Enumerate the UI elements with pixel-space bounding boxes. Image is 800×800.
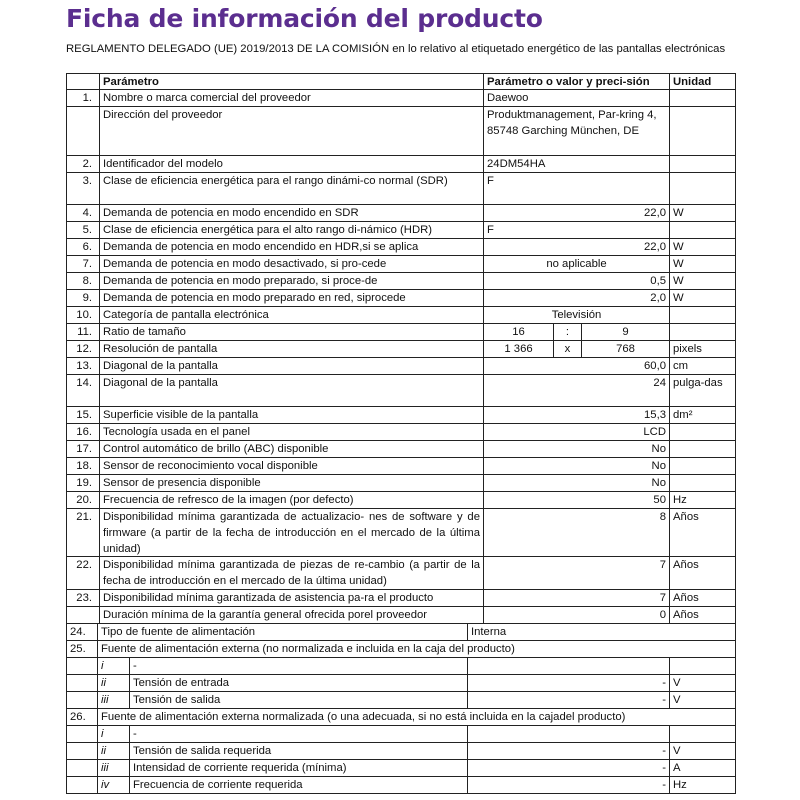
roman-numeral: iv: [98, 777, 130, 794]
row-value: 8: [484, 509, 670, 557]
row-number: 19.: [66, 475, 100, 492]
row-parameter-label: Sensor de reconocimiento vocal disponible: [100, 458, 484, 475]
sub-unit: [670, 726, 736, 743]
row-unit: W: [670, 290, 736, 307]
row-parameter-label: Duración mínima de la garantía general ofrecida porel proveedor: [100, 607, 484, 624]
row-number: [66, 607, 100, 624]
row-value: 7: [484, 557, 670, 590]
row-unit: [670, 458, 736, 475]
row-number: 20.: [66, 492, 100, 509]
row-number: 22.: [66, 557, 100, 590]
sub-parameter-label: -: [130, 658, 468, 675]
row-value: Daewoo: [484, 90, 670, 107]
roman-numeral: ii: [98, 743, 130, 760]
row-unit: [670, 441, 736, 458]
row-parameter-label: Sensor de presencia disponible: [100, 475, 484, 492]
row-number: 7.: [66, 256, 100, 273]
header-number-cell: [66, 73, 100, 90]
row-number: 11.: [66, 324, 100, 341]
value-part-b: 768: [582, 341, 670, 358]
row-unit: Hz: [670, 492, 736, 509]
sub-value: [468, 658, 670, 675]
row-number: 23.: [66, 590, 100, 607]
row-number: [66, 743, 98, 760]
row-number: 12.: [66, 341, 100, 358]
row-value: F: [484, 173, 670, 205]
row-value: No: [484, 475, 670, 492]
value-separator: :: [554, 324, 582, 341]
sub-parameter-label: -: [130, 726, 468, 743]
row-parameter-label: Diagonal de la pantalla: [100, 358, 484, 375]
row-unit: W: [670, 205, 736, 222]
row-number: [66, 726, 98, 743]
row-value: 15,3: [484, 407, 670, 424]
row-number: 16.: [66, 424, 100, 441]
row-unit: [670, 173, 736, 205]
row-unit: Años: [670, 557, 736, 590]
row-number: [66, 675, 98, 692]
row-number: 13.: [66, 358, 100, 375]
row-number: 25.: [66, 641, 98, 658]
row-parameter-label: Demanda de potencia en modo encendido en HDR,si se aplica: [100, 239, 484, 256]
section-label: Fuente de alimentación externa (no normalizada e incluida en la caja del producto): [98, 641, 736, 658]
row-unit: Años: [670, 590, 736, 607]
row-value: No: [484, 458, 670, 475]
sub-parameter-label: Tensión de salida: [130, 692, 468, 709]
page-title: Ficha de información del producto: [66, 4, 543, 33]
row-value: 7: [484, 590, 670, 607]
sub-unit: V: [670, 675, 736, 692]
sub-unit: V: [670, 692, 736, 709]
row-parameter-label: Demanda de potencia en modo encendido en SDR: [100, 205, 484, 222]
roman-numeral: i: [98, 658, 130, 675]
row-number: 3.: [66, 173, 100, 205]
row-number: 21.: [66, 509, 100, 557]
row-value: No: [484, 441, 670, 458]
row-value: 24: [484, 375, 670, 407]
row-parameter-label: Resolución de pantalla: [100, 341, 484, 358]
sub-parameter-label: Intensidad de corriente requerida (mínima): [130, 760, 468, 777]
header-parameter: Parámetro: [100, 73, 484, 90]
regulation-text: REGLAMENTO DELEGADO (UE) 2019/2013 DE LA COMISIÓN en lo relativo al etiquetado energético de las pantallas electrónicas: [66, 43, 726, 55]
row-parameter-label: Clase de eficiencia energética para el rango dinámi-co normal (SDR): [100, 173, 484, 205]
row-parameter-label: Categoría de pantalla electrónica: [100, 307, 484, 324]
row-value: 24DM54HA: [484, 156, 670, 173]
row-unit: [670, 324, 736, 341]
value-separator: x: [554, 341, 582, 358]
row-number: 26.: [66, 709, 98, 726]
row-number: 5.: [66, 222, 100, 239]
row-parameter-label: Disponibilidad mínima garantizada de actualizacio- nes de software y de firmware (a partir de la fecha de introducción en el mercado de la última unidad): [100, 509, 484, 557]
row-number: [66, 658, 98, 675]
row-unit: dm²: [670, 407, 736, 424]
row-parameter-label: Ratio de tamaño: [100, 324, 484, 341]
row-parameter-label: Diagonal de la pantalla: [100, 375, 484, 407]
row-parameter-label: Clase de eficiencia energética para el alto rango di-námico (HDR): [100, 222, 484, 239]
row-value: 60,0: [484, 358, 670, 375]
row-parameter-label: Demanda de potencia en modo preparado en red, siprocede: [100, 290, 484, 307]
row-parameter-label: Frecuencia de refresco de la imagen (por defecto): [100, 492, 484, 509]
row-number: [66, 777, 98, 794]
row-unit: Años: [670, 607, 736, 624]
value-part-a: 16: [484, 324, 554, 341]
section-label: Fuente de alimentación externa normalizada (o una adecuada, si no está incluida en la cajadel producto): [98, 709, 736, 726]
roman-numeral: iii: [98, 760, 130, 777]
sub-parameter-label: Frecuencia de corriente requerida: [130, 777, 468, 794]
row-parameter-label: Tecnología usada en el panel: [100, 424, 484, 441]
row-unit: [670, 90, 736, 107]
roman-numeral: iii: [98, 692, 130, 709]
sub-value: -: [468, 692, 670, 709]
product-info-table: [66, 73, 736, 798]
row-value: Produktmanagement, Par-kring 4, 85748 Garching München, DE: [484, 107, 670, 156]
row-parameter-label: Tipo de fuente de alimentación: [98, 624, 468, 641]
row-number: 1.: [66, 90, 100, 107]
row-number: 14.: [66, 375, 100, 407]
row-unit: W: [670, 239, 736, 256]
row-unit: pulga-das: [670, 375, 736, 407]
row-number: 2.: [66, 156, 100, 173]
sub-value: -: [468, 760, 670, 777]
row-unit: [670, 475, 736, 492]
sub-value: -: [468, 777, 670, 794]
row-parameter-label: Identificador del modelo: [100, 156, 484, 173]
sub-unit: V: [670, 743, 736, 760]
row-number: 6.: [66, 239, 100, 256]
row-number: 8.: [66, 273, 100, 290]
row-value: 50: [484, 492, 670, 509]
row-value: Interna: [468, 624, 736, 641]
row-value: LCD: [484, 424, 670, 441]
row-value: no aplicable: [484, 256, 670, 273]
row-value: 0,5: [484, 273, 670, 290]
row-parameter-label: Demanda de potencia en modo desactivado, si pro-cede: [100, 256, 484, 273]
header-unit: Unidad: [670, 73, 736, 90]
sub-value: -: [468, 675, 670, 692]
row-number: [66, 760, 98, 777]
row-parameter-label: Control automático de brillo (ABC) disponible: [100, 441, 484, 458]
row-parameter-label: Disponibilidad mínima garantizada de piezas de re-cambio (a partir de la fecha de introducción en el mercado de la última unidad): [100, 557, 484, 590]
sub-parameter-label: Tensión de entrada: [130, 675, 468, 692]
row-number: 17.: [66, 441, 100, 458]
row-unit: [670, 424, 736, 441]
row-number: 18.: [66, 458, 100, 475]
row-parameter-label: Dirección del proveedor: [100, 107, 484, 156]
row-number: [66, 692, 98, 709]
roman-numeral: ii: [98, 675, 130, 692]
row-number: [66, 107, 100, 156]
row-value: F: [484, 222, 670, 239]
sub-unit: A: [670, 760, 736, 777]
row-parameter-label: Disponibilidad mínima garantizada de asistencia pa-ra el producto: [100, 590, 484, 607]
value-part-b: 9: [582, 324, 670, 341]
row-unit: [670, 107, 736, 156]
row-value: 22,0: [484, 239, 670, 256]
row-number: 15.: [66, 407, 100, 424]
sub-unit: Hz: [670, 777, 736, 794]
sub-unit: [670, 658, 736, 675]
row-unit: [670, 222, 736, 239]
row-unit: pixels: [670, 341, 736, 358]
row-value: 22,0: [484, 205, 670, 222]
row-number: 9.: [66, 290, 100, 307]
sub-value: [468, 726, 670, 743]
sub-value: -: [468, 743, 670, 760]
row-value: Televisión: [484, 307, 670, 324]
row-number: 4.: [66, 205, 100, 222]
header-value: Parámetro o valor y preci-sión: [484, 73, 670, 90]
row-value: 2,0: [484, 290, 670, 307]
sub-parameter-label: Tensión de salida requerida: [130, 743, 468, 760]
row-parameter-label: Superficie visible de la pantalla: [100, 407, 484, 424]
row-unit: [670, 307, 736, 324]
row-parameter-label: Demanda de potencia en modo preparado, si proce-de: [100, 273, 484, 290]
row-parameter-label: Nombre o marca comercial del proveedor: [100, 90, 484, 107]
roman-numeral: i: [98, 726, 130, 743]
row-number: 24.: [66, 624, 98, 641]
row-value: 0: [484, 607, 670, 624]
row-unit: Años: [670, 509, 736, 557]
row-unit: cm: [670, 358, 736, 375]
row-unit: W: [670, 273, 736, 290]
row-unit: [670, 156, 736, 173]
row-unit: W: [670, 256, 736, 273]
row-number: 10.: [66, 307, 100, 324]
value-part-a: 1 366: [484, 341, 554, 358]
